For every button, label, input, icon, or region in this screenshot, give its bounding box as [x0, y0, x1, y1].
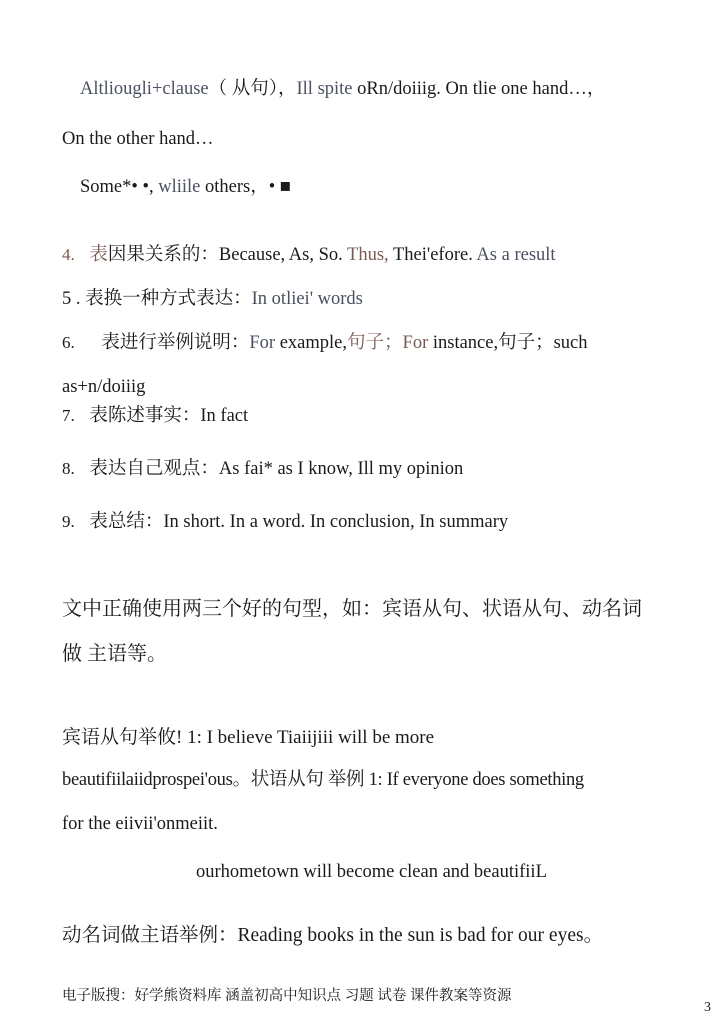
list-item-4 [62, 246, 556, 265]
clause-note: （ 从句）， [208, 79, 297, 99]
item-text: Because, As, So. [218, 245, 348, 265]
some-while-others-line [80, 178, 291, 197]
item-text-sentence: 句子； [347, 333, 403, 353]
list-item-7 [62, 407, 248, 426]
item-number: 4. [62, 245, 75, 264]
object-clause-example-line-1: 宾语从句举攸! 1: I believe Tiaiijiii will be more [62, 727, 435, 748]
list-item-5 [62, 290, 363, 309]
item-text-for: For [249, 333, 276, 353]
in-spite-phrase: Ill spite [296, 79, 353, 99]
item-text-as-a-result: As a result [476, 245, 556, 265]
item-text-therefore: Thei'efore. [388, 245, 477, 265]
object-clause-example-line-2 [62, 771, 584, 790]
adverbial-clause-example-line-3: for the eiivii'onmeiit. [62, 814, 218, 834]
paragraph-sentence-patterns-line-2: 做 主语等。 [62, 643, 167, 665]
item-text: In otliei' words [251, 289, 363, 309]
although-phrase: Altliougli+clause [80, 79, 209, 99]
item-number: 7. [62, 406, 75, 425]
example-text: beautifiilaiidprospei'ous [62, 770, 233, 790]
on-the-other-hand-line: On the other hand… [62, 129, 214, 149]
paragraph-sentence-patterns-line-1: 文中正确使用两三个好的句型，如：宾语从句、状语从句、动名词 [62, 598, 642, 620]
item-label: 表总结： [89, 512, 164, 532]
item-text: In fact [200, 406, 249, 426]
item-label: 表达自己观点： [89, 459, 219, 479]
item-number: 8. [62, 459, 75, 478]
page-number: 3 [704, 1000, 711, 1015]
while-phrase: wliile [158, 177, 201, 197]
item-label: 表换一种方式表达： [85, 289, 252, 309]
some-phrase: Some*• •, [80, 177, 159, 197]
item-number: 9. [62, 512, 75, 531]
adverbial-clause-example: 。状语从句 举例 1: If everyone does something [232, 770, 584, 790]
list-item-6 [62, 334, 588, 353]
item-number: 5 . [62, 289, 86, 309]
item-label: 表进行举例说明： [101, 333, 250, 353]
on-the-one-hand-phrase: oRn/doiiig. On tlie one hand…， [352, 79, 606, 99]
connector-line-although [80, 80, 605, 99]
adverbial-clause-example-line-4: ourhometown will become clean and beautifiiL [196, 862, 547, 882]
list-item-8 [62, 460, 463, 479]
item-label: 表陈述事实： [89, 406, 201, 426]
item-label: 因果关系的： [107, 245, 219, 265]
list-item-6-continuation: as+n/doiiig [62, 377, 146, 397]
item-text: As fai* as I know, Ill my opinion [218, 459, 464, 479]
item-text-thus: Thus, [347, 245, 389, 265]
item-text: In short. In a word. In conclusion, In summary [163, 512, 509, 532]
item-text-for-2: For [402, 333, 429, 353]
others-phrase: others，• ■ [200, 177, 291, 197]
footer-note: 电子版搜：好学熊资料库 涵盖初高中知识点 习题 试卷 课件教案等资源 [62, 988, 512, 1004]
gerund-subject-example: 动名词做主语举例：Reading books in the sun is bad for our eyes。 [62, 925, 604, 946]
item-text-example: example, [275, 333, 348, 353]
item-text-instance: instance,句子；such [428, 333, 588, 353]
item-label-prefix: 表 [89, 245, 108, 265]
list-item-9 [62, 513, 508, 532]
item-number: 6. [62, 333, 75, 352]
